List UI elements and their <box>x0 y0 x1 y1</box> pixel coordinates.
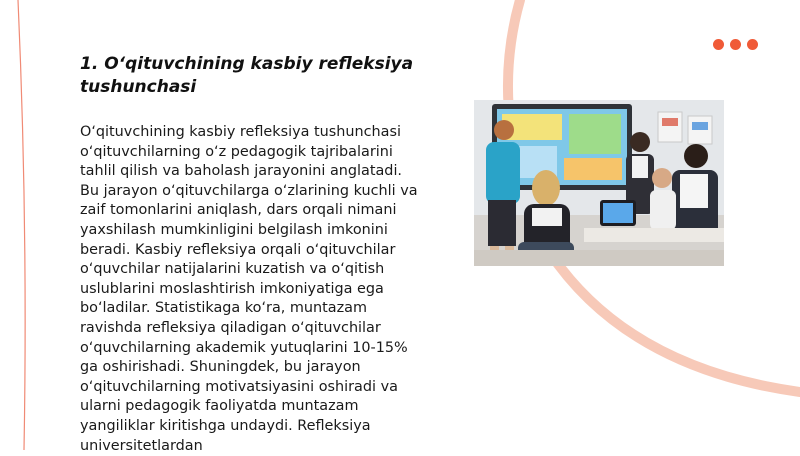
dot <box>713 39 724 50</box>
dot <box>730 39 741 50</box>
left-edge-line <box>18 0 25 450</box>
classroom-photo <box>474 100 724 266</box>
dot <box>747 39 758 50</box>
dots-menu-icon <box>713 39 758 50</box>
slide-body-text: O‘qituvchining kasbiy refleksiya tushunchasi o‘qituvchilarning o‘z pedagogik tajribalarini tahlil qilish va baholash jarayonini anglatadi. Bu jarayon o‘qituvchilarga o‘zlarining kuchli va zaif tomonlarini aniqlash, dars orqali nimani yaxshilash mumkinligini belgilash imkonini beradi. Kasbiy refleksiya orqali o‘qituvchilar o‘quvchilar natijalarini kuzatish va o‘qitish uslublarini moslashtirish imkoniyatiga ega bo‘ladilar. Statistikaga ko‘ra, muntazam ravishda refleksiya qiladigan o‘qituvchilar o‘quvchilarning akademik yutuqlarini 10-15% ga oshirishadi. Shuningdek, bu jarayon o‘qituvchilarning motivatsiyasini oshiradi va ularni pedagogik faoliyatda muntazam yangiliklar kiritishga undaydi. Refleksiya universitetlardan <box>80 124 418 454</box>
slide-title: 1. O‘qituvchining kasbiy refleksiya tushunchasi <box>80 54 414 97</box>
